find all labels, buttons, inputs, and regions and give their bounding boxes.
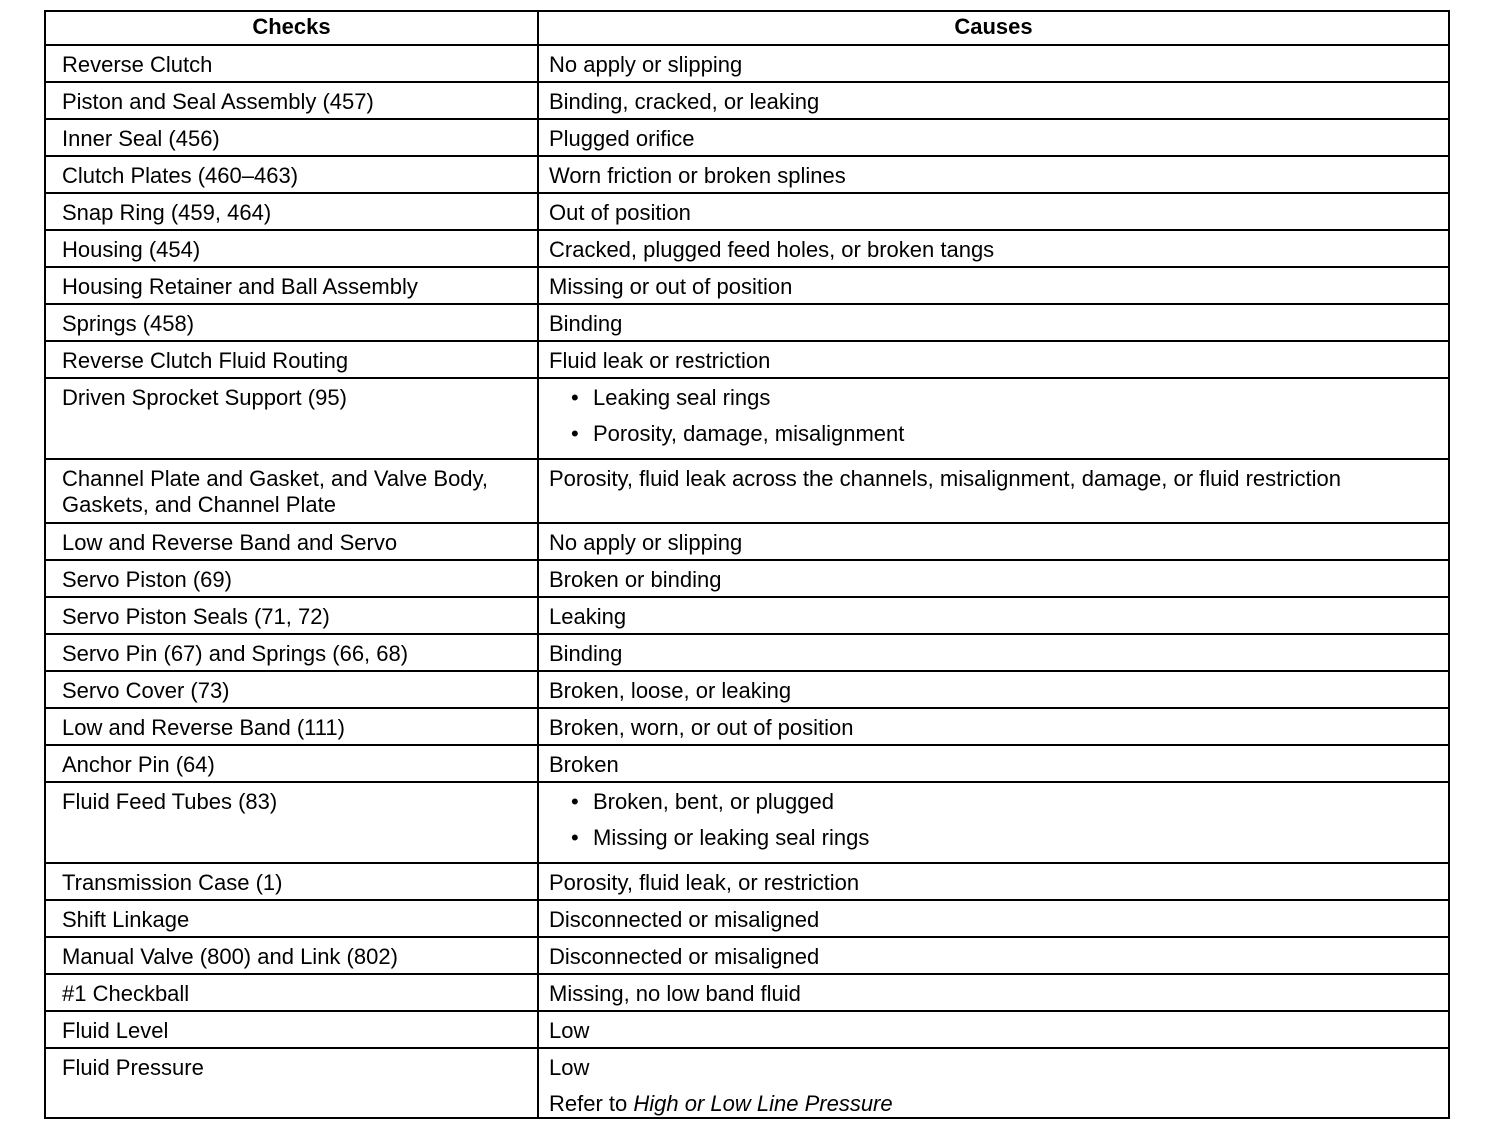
diagnosis-table (44, 10, 1450, 1119)
table-row (45, 671, 1449, 708)
table-row (45, 341, 1449, 378)
cause-bullet: • Porosity, damage, misalignment (571, 421, 1438, 447)
cause-cell: No apply or slipping (538, 523, 1449, 560)
check-cell: Transmission Case (1) (45, 863, 538, 900)
table-row (45, 1048, 1449, 1119)
table-row (45, 230, 1449, 267)
check-cell: Shift Linkage (45, 900, 538, 937)
table-row (45, 523, 1449, 560)
cause-cell: Disconnected or misaligned (538, 937, 1449, 974)
table-row (45, 1011, 1449, 1048)
cause-cell: Binding, cracked, or leaking (538, 82, 1449, 119)
cause-cell: Missing or out of position (538, 267, 1449, 304)
check-cell: Channel Plate and Gasket, and Valve Body, Gaskets, and Channel Plate (45, 459, 538, 523)
cause-cell (538, 1048, 1449, 1119)
check-cell: Snap Ring (459, 464) (45, 193, 538, 230)
cause-cell: Porosity, fluid leak across the channels, misalignment, damage, or fluid restriction (538, 459, 1449, 523)
table-row (45, 634, 1449, 671)
cause-cell: Fluid leak or restriction (538, 341, 1449, 378)
cause-cell: Cracked, plugged feed holes, or broken tangs (538, 230, 1449, 267)
cause-cell: Broken, worn, or out of position (538, 708, 1449, 745)
check-cell: Fluid Level (45, 1011, 538, 1048)
cause-cell: Out of position (538, 193, 1449, 230)
cause-cell: Worn friction or broken splines (538, 156, 1449, 193)
table-row (45, 708, 1449, 745)
checks-header: Checks (45, 11, 538, 45)
check-cell: Reverse Clutch (45, 45, 538, 82)
cause-bullet: • Leaking seal rings (571, 385, 1438, 411)
table-row (45, 119, 1449, 156)
reference-note (549, 1091, 1438, 1117)
table-row (45, 900, 1449, 937)
cause-cell: Low (538, 1011, 1449, 1048)
check-cell: Anchor Pin (64) (45, 745, 538, 782)
cause-cell (538, 782, 1449, 863)
check-cell: #1 Checkball (45, 974, 538, 1011)
reference-link[interactable]: High or Low Line Pressure (633, 1090, 893, 1116)
check-cell: Fluid Feed Tubes (83) (45, 782, 538, 863)
cause-text: Low (549, 1054, 590, 1080)
check-cell: Low and Reverse Band (111) (45, 708, 538, 745)
check-cell: Fluid Pressure (45, 1048, 538, 1119)
cause-bullet-list (549, 385, 1438, 448)
check-cell: Low and Reverse Band and Servo (45, 523, 538, 560)
check-cell: Driven Sprocket Support (95) (45, 378, 538, 459)
table-row (45, 459, 1449, 523)
check-cell: Housing Retainer and Ball Assembly (45, 267, 538, 304)
check-cell: Servo Piston Seals (71, 72) (45, 597, 538, 634)
cause-cell: Broken or binding (538, 560, 1449, 597)
cause-cell: Missing, no low band fluid (538, 974, 1449, 1011)
table-row (45, 937, 1449, 974)
check-cell: Housing (454) (45, 230, 538, 267)
check-cell: Inner Seal (456) (45, 119, 538, 156)
table-row (45, 974, 1449, 1011)
causes-header: Causes (538, 11, 1449, 45)
cause-cell: Leaking (538, 597, 1449, 634)
check-cell: Piston and Seal Assembly (457) (45, 82, 538, 119)
check-cell: Servo Piston (69) (45, 560, 538, 597)
table-row (45, 560, 1449, 597)
cause-bullet: • Broken, bent, or plugged (571, 789, 1438, 815)
check-cell: Springs (458) (45, 304, 538, 341)
table-row (45, 45, 1449, 82)
cause-cell: Disconnected or misaligned (538, 900, 1449, 937)
reference-prefix: Refer to (549, 1090, 634, 1116)
cause-cell: Binding (538, 304, 1449, 341)
check-cell: Servo Pin (67) and Springs (66, 68) (45, 634, 538, 671)
table-row (45, 82, 1449, 119)
table-row (45, 156, 1449, 193)
cause-cell (538, 378, 1449, 459)
table-row (45, 378, 1449, 459)
cause-cell: Broken, loose, or leaking (538, 671, 1449, 708)
table-row (45, 597, 1449, 634)
table-row (45, 782, 1449, 863)
table-row (45, 745, 1449, 782)
cause-cell: No apply or slipping (538, 45, 1449, 82)
table-row (45, 863, 1449, 900)
check-cell: Servo Cover (73) (45, 671, 538, 708)
check-cell: Reverse Clutch Fluid Routing (45, 341, 538, 378)
table-row (45, 267, 1449, 304)
cause-cell: Binding (538, 634, 1449, 671)
cause-bullet: • Missing or leaking seal rings (571, 825, 1438, 851)
cause-cell: Broken (538, 745, 1449, 782)
cause-cell: Porosity, fluid leak, or restriction (538, 863, 1449, 900)
cause-bullet-list (549, 789, 1438, 852)
cause-cell: Plugged orifice (538, 119, 1449, 156)
table-row (45, 304, 1449, 341)
table-row (45, 193, 1449, 230)
check-cell: Manual Valve (800) and Link (802) (45, 937, 538, 974)
check-cell: Clutch Plates (460–463) (45, 156, 538, 193)
table-header-row (45, 11, 1449, 45)
